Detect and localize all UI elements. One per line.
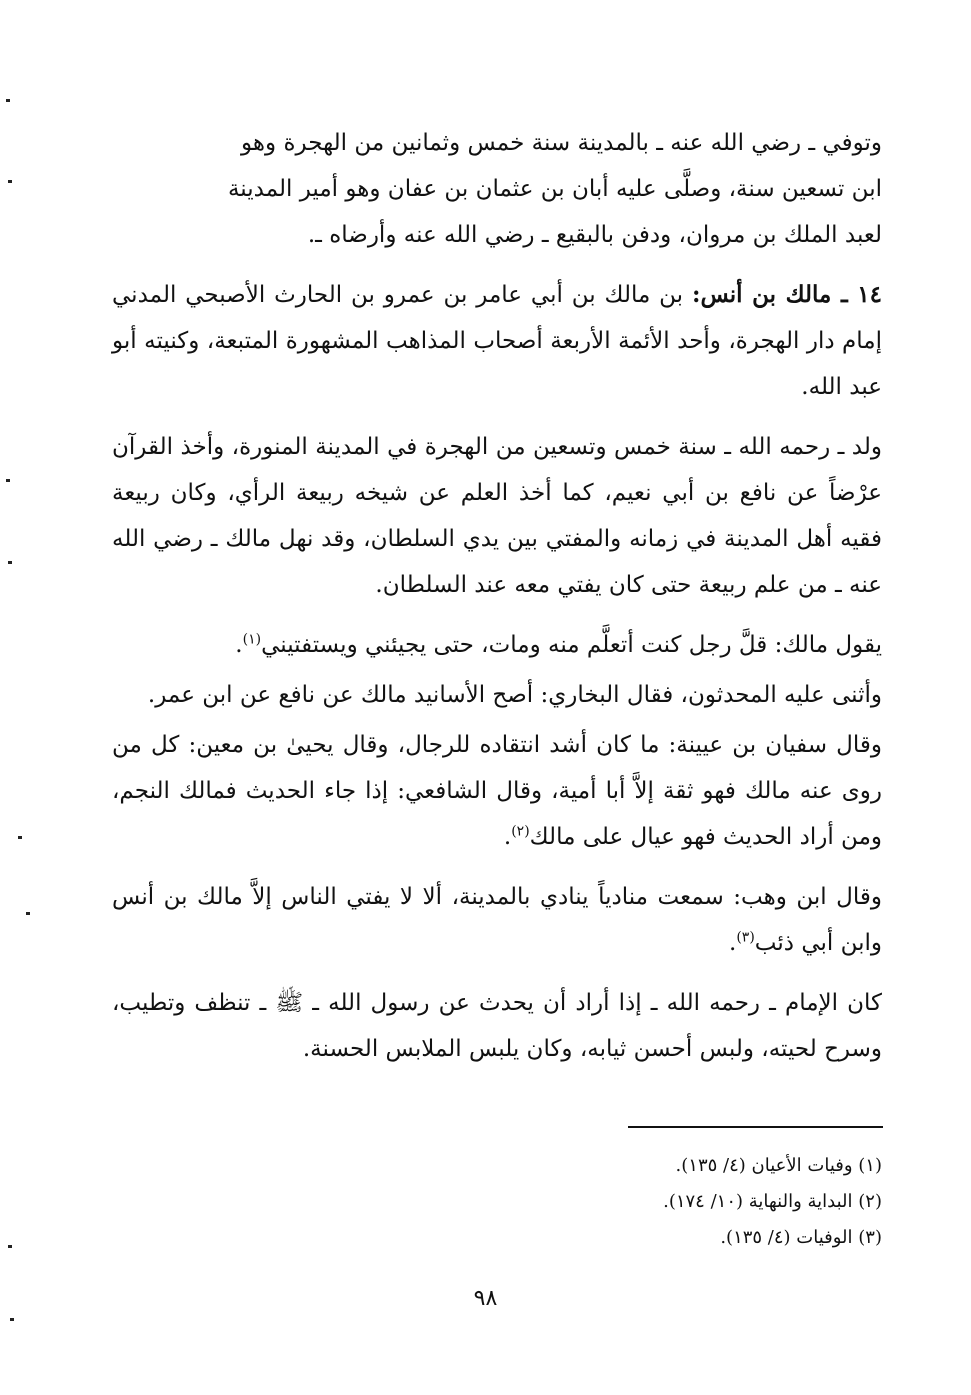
- paragraph-6-text: وقال سفيان بن عيينة: ما كان أشد انتقاده للرجال، وقال يحيىٰ بن معين: كل من روى عنه مالك فهو ثقة إلاَّ أبا أمية، وقال الشافعي: إذا جاء الحديث فمالك النجم، ومن أراد الحديث فهو عيال على مالك: [112, 732, 882, 850]
- paragraph-6: [112, 722, 882, 860]
- footnote-2: (٢) البداية والنهاية (١٠/ ١٧٤).: [663, 1191, 882, 1212]
- scan-mark: [8, 180, 12, 183]
- paragraph-2: [112, 272, 882, 410]
- scan-mark: [8, 561, 12, 564]
- footnotes: [420, 1148, 882, 1256]
- paragraph-1: [112, 120, 882, 258]
- paragraph-7: [112, 874, 882, 966]
- footnote-ref-3[interactable]: (٣): [736, 929, 755, 946]
- paragraph-1-line-1: وتوفي ـ رضي الله عنه ـ بالمدينة سنة خمس وثمانين من الهجرة وهو: [241, 130, 882, 156]
- paragraph-5-text: وأثنى عليه المحدثون، فقال البخاري: أصح الأسانيد مالك عن نافع عن ابن عمر.: [147, 682, 882, 708]
- paragraph-3-text: ولد ـ رحمه الله ـ سنة خمس وتسعين من الهجرة في المدينة المنورة، وأخذ القرآن عرْضاً عن نافع بن أبي نعيم، كما أخذ العلم عن شيخه ربيعة الرأي، وكان ربيعة فقيه أهل المدينة في زمانه والمفتي بين يدي السلطان، وقد نهل مالك ـ رضي الله عنه ـ من علم ربيعة حتى كان يفتي معه عند السلطان.: [112, 434, 882, 598]
- page-number: ٩٨: [473, 1286, 498, 1311]
- footnote-ref-1[interactable]: (١): [242, 631, 262, 648]
- paragraph-7-text: وقال ابن وهب: سمعت منادياً ينادي بالمدينة، ألا لا يفتي الناس إلاَّ مالك بن أنس وابن أبي ذئب: [112, 884, 882, 956]
- paragraph-5: [112, 672, 882, 718]
- scan-mark: [26, 912, 30, 915]
- footnote-divider: [628, 1126, 883, 1128]
- footnote-1: (١) وفيات الأعيان (٤/ ١٣٥).: [675, 1155, 882, 1176]
- scan-mark: [8, 1245, 12, 1248]
- paragraph-8-text: كان الإمام ـ رحمه الله ـ إذا أراد أن يحدث عن رسول الله ـ ﷺ ـ تنظف وتطيب، وسرح لحيته، ولبس أحسن ثيابه، وكان يلبس الملابس الحسنة.: [112, 990, 882, 1062]
- paragraph-4: [112, 622, 882, 668]
- paragraph-2-text: بن مالك بن أبي عامر بن عمرو بن الحارث الأصبحي المدني إمام دار الهجرة، وأحد الأئمة الأربعة أصحاب المذاهب المشهورة المتبعة، وكنيته أبو عبد الله.: [112, 282, 882, 400]
- scan-mark: [10, 1318, 14, 1321]
- paragraph-1-line-2: ابن تسعين سنة، وصلَّى عليه أبان بن عثمان بن عفان وهو أمير المدينة: [227, 176, 882, 202]
- footnote-ref-2[interactable]: (٢): [511, 823, 530, 840]
- scan-mark: [6, 479, 10, 482]
- paragraph-7-end: .: [729, 930, 737, 956]
- paragraph-6-end: .: [503, 824, 512, 850]
- footnote-3: (٣) الوفيات (٤/ ١٣٥).: [720, 1227, 882, 1248]
- paragraph-4-text: يقول مالك: قلَّ رجل كنت أتعلَّم منه ومات، حتى يجيئني ويستفتيني: [261, 632, 882, 658]
- paragraph-8: [112, 980, 882, 1072]
- scan-mark: [18, 836, 22, 839]
- body-text: [112, 120, 882, 1086]
- paragraph-1-line-3: لعبد الملك بن مروان، ودفن بالبقيع ـ رضي الله عنه وأرضاه ـ.: [307, 222, 882, 248]
- paragraph-3: [112, 424, 882, 608]
- scan-mark: [6, 99, 10, 102]
- section-heading: ١٤ ـ مالك بن أنس:: [691, 281, 882, 308]
- paragraph-4-end: .: [235, 632, 243, 658]
